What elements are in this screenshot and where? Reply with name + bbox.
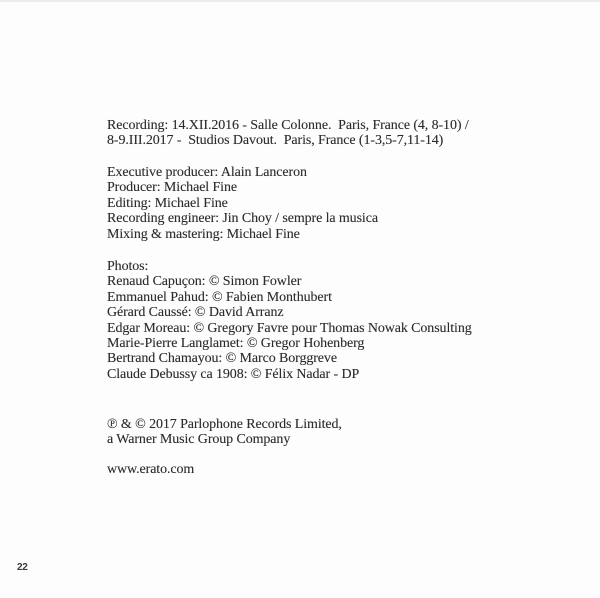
producer-credit: Producer: Michael Fine xyxy=(107,180,237,196)
production-credits-section xyxy=(107,165,378,242)
copyright-line: a Warner Music Group Company xyxy=(107,432,291,448)
editing-credit: Editing: Michael Fine xyxy=(107,195,228,211)
photo-credit-line: Renaud Capuçon: © Simon Fowler xyxy=(107,274,302,290)
photo-credit-line: Bertrand Chamayou: © Marco Borggreve xyxy=(107,351,337,367)
copyright-line: ℗ & © 2017 Parlophone Records Limited, xyxy=(107,417,342,432)
label-website-url: www.erato.com xyxy=(107,462,195,477)
recording-info-line: 8-9.III.2017 - Studios Davout. Paris, France (1-3,5-7,11-14) xyxy=(107,133,444,149)
photo-credit-line: Marie-Pierre Langlamet: © Gregor Hohenberg xyxy=(107,336,365,352)
mixing-mastering-credit: Mixing & mastering: Michael Fine xyxy=(107,226,300,242)
photo-credit-line: Edgar Moreau: © Gregory Favre pour Thomas Nowak Consulting xyxy=(107,320,472,336)
photo-credit-line: Gérard Caussé: © David Arranz xyxy=(107,305,284,321)
recording-info-section xyxy=(107,118,469,149)
page-number: 22 xyxy=(17,562,28,573)
photo-credits-section xyxy=(107,259,472,382)
photo-credit-line: Claude Debussy ca 1908: © Félix Nadar - DP xyxy=(107,366,360,382)
page-top-edge xyxy=(0,0,600,2)
photo-credit-line: Emmanuel Pahud: © Fabien Monthubert xyxy=(107,289,332,305)
photo-credits-heading: Photos: xyxy=(107,259,149,274)
recording-engineer-credit: Recording engineer: Jin Choy / sempre la musica xyxy=(107,211,378,227)
recording-info-line: Recording: 14.XII.2016 - Salle Colonne. Paris, France (4, 8-10) / xyxy=(107,118,469,133)
executive-producer-credit: Executive producer: Alain Lanceron xyxy=(107,165,307,180)
label-website-section xyxy=(107,462,194,477)
label-copyright-section xyxy=(107,417,342,448)
